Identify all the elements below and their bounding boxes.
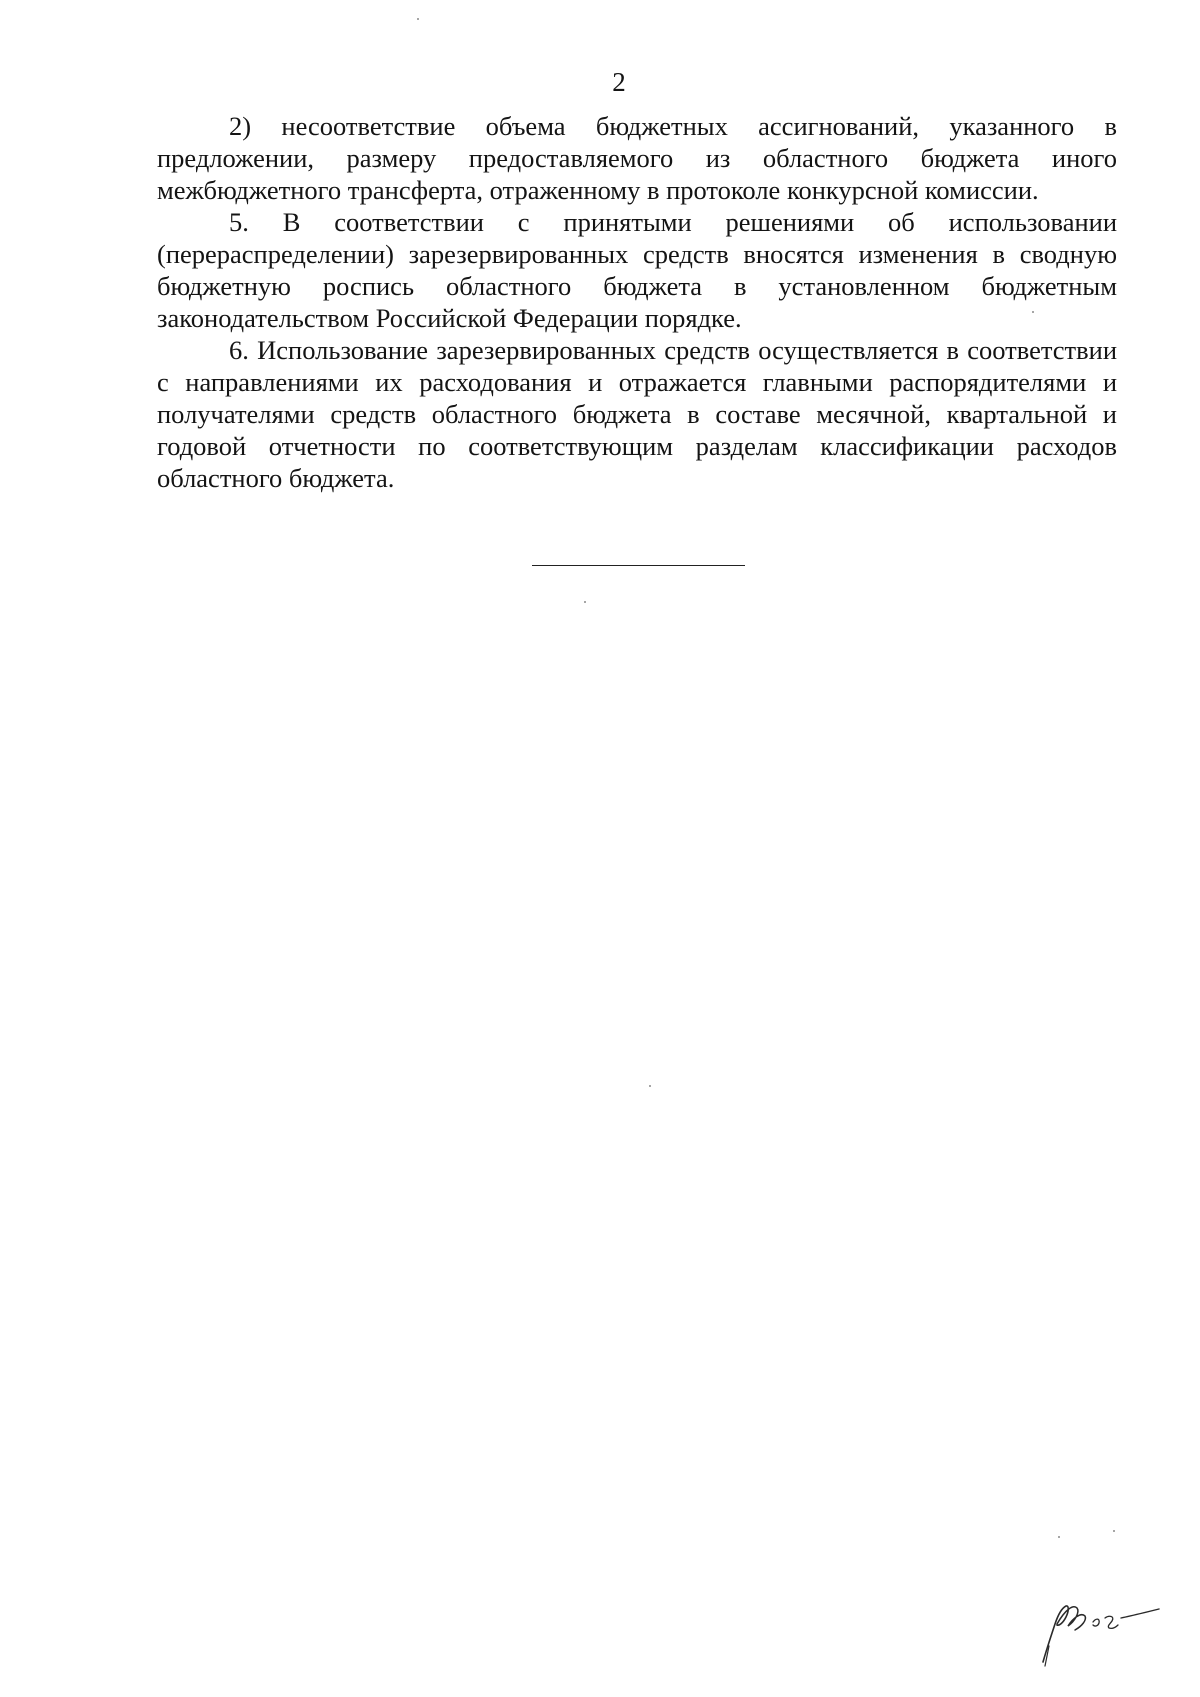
scan-speck — [1058, 1536, 1060, 1538]
handwritten-initials-icon — [1035, 1588, 1165, 1668]
scan-speck — [584, 601, 586, 603]
scan-speck — [649, 1085, 651, 1087]
scan-speck — [1113, 1530, 1115, 1532]
scan-speck — [1032, 311, 1034, 313]
end-of-text-separator — [532, 565, 745, 566]
paragraph-item-2: 2) несоответствие объема бюджетных ассигнований, указанного в предложении, размеру предоставляемого из областного бюджета иного межбюджетного трансферта, отраженному в протоколе конкурсной комиссии. — [157, 111, 1117, 205]
paragraph-item-5: 5. В соответствии с принятыми решениями об использовании (перераспределении) зарезервированных средств вносятся изменения в сводную бюджетную роспись областного бюджета в установленном бюджетным законодательством Российской Федерации порядке. — [157, 207, 1117, 333]
paragraph-item-6: 6. Использование зарезервированных средств осуществляется в соответствии с направлениями их расходования и отражается главными распорядителями и получателями средств областного бюджета в составе месячной, квартальной и годовой отчетности по соответствующим разделам классификации расходов областного бюджета. — [157, 335, 1117, 493]
document-body — [157, 110, 1117, 494]
page-number: 2 — [612, 67, 626, 97]
scan-speck — [417, 18, 419, 20]
